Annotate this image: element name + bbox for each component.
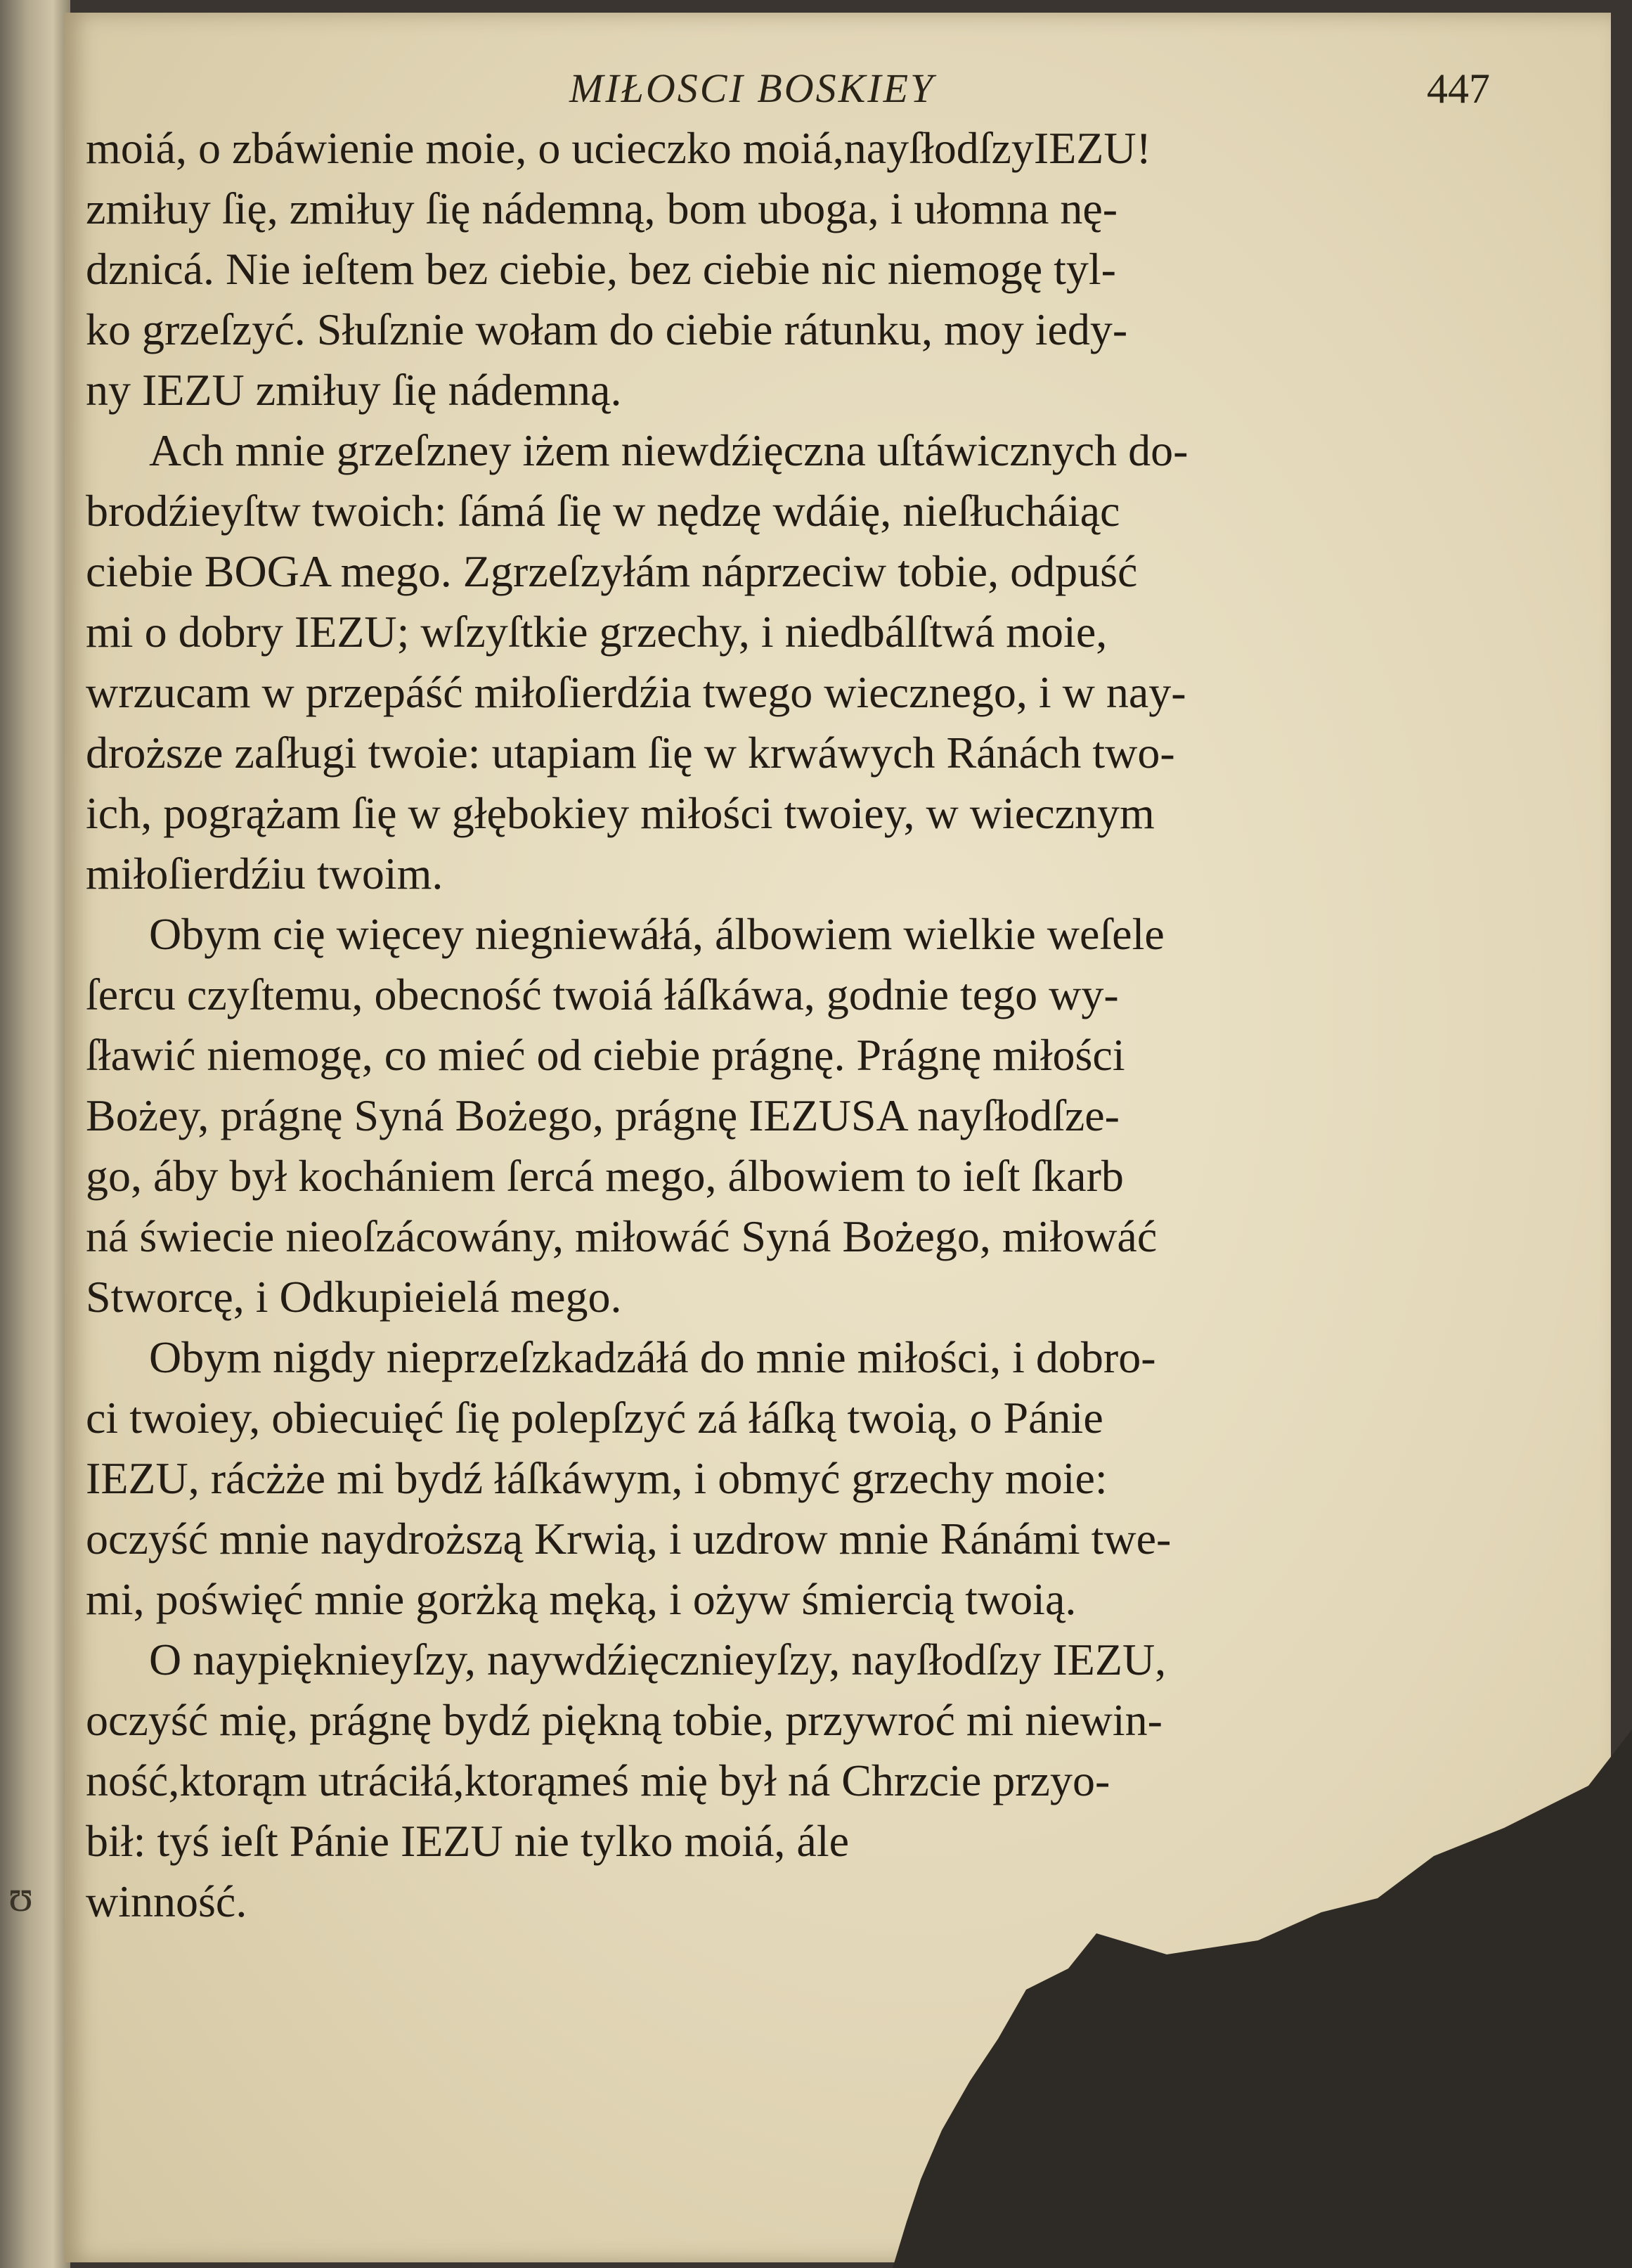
text-line: ná świecie nieoſzácowány, miłowáć Syná Bożego, miłowáć (86, 1211, 1158, 1261)
page-number: 447 (1427, 65, 1490, 112)
text-line: Obym nigdy nieprzeſzkadzáłá do mnie miłości, i dobro- (149, 1332, 1156, 1382)
text-line: wrzucam w przepáść miłoſierdźia twego wiecznego, i w nay- (86, 667, 1186, 717)
text-line: Ach mnie grzeſzney iżem niewdźięczna uſtáwicznych do- (149, 425, 1189, 475)
text-line: ko grzeſzyć. Słuſznie wołam do ciebie rátunku, moy iedy- (86, 304, 1128, 354)
text-line: zmiłuy ſię, zmiłuy ſię nádemną, bom uboga, i ułomna nę- (86, 183, 1118, 233)
text-line: winność. (86, 1876, 247, 1926)
text-line: bił: tyś ieſt Pánie IEZU nie tylko moiá, ále (86, 1816, 849, 1866)
text-line: Obym cię więcey niegniewáłá, álbowiem wielkie weſele (149, 909, 1165, 959)
text-line: O naypięknieyſzy, naywdźięcznieyſzy, nayſłodſzy IEZU, (149, 1635, 1167, 1684)
text-line: ciebie BOGA mego. Zgrzeſzyłám náprzeciw tobie, odpuść (86, 546, 1138, 596)
text-line: oczyść mię, prágnę bydź piękną tobie, przywroć mi niewin- (86, 1695, 1163, 1745)
text-line: droższe zaſługi twoie: utapiam ſię w krwáwych Ránách two- (86, 728, 1175, 778)
body-text (86, 118, 1463, 1932)
text-line: go, áby był kochániem ſercá mego, álbowiem to ieſt ſkarb (86, 1151, 1124, 1201)
text-line: mi, poświęć mnie gorżką męką, i ożyw śmiercią twoią. (86, 1574, 1077, 1624)
running-head-title: MIŁOSCI BOSKIEY (569, 65, 935, 111)
text-line: ſercu czyſtemu, obecność twoiá łáſkáwa, godnie tego wy- (86, 969, 1119, 1019)
text-line: Bożey, prágnę Syná Bożego, prágnę IEZUSA nayſłodſze- (86, 1090, 1120, 1140)
text-line: IEZU, rácżże mi bydź łáſkáwym, i obmyć grzechy moie: (86, 1453, 1108, 1503)
margin-glyph: ʊ (8, 1871, 34, 1921)
text-line: oczyść mnie naydroższą Krwią, i uzdrow mnie Ránámi twe- (86, 1514, 1172, 1564)
text-line: ich, pogrążam ſię w głębokiey miłości twoiey, w wiecznym (86, 788, 1155, 838)
text-line: moiá, o zbáwienie moie, o ucieczko moiá,nayſłodſzyIEZU! (86, 123, 1151, 173)
text-line: ſławić niemogę, co mieć od ciebie prágnę. Prágnę miłości (86, 1030, 1125, 1080)
text-line: Stworcę, i Odkupieielá mego. (86, 1272, 622, 1322)
text-line: ci twoiey, obiecuięć ſię polepſzyć zá łáſką twoią, o Pánie (86, 1393, 1103, 1443)
text-line: miłoſierdźiu twoim. (86, 849, 443, 898)
text-line: ny IEZU zmiłuy ſię nádemną. (86, 365, 622, 415)
text-line: mi o dobry IEZU; wſzyſtkie grzechy, i niedbálſtwá moie, (86, 607, 1108, 657)
text-line: ność,ktorąm utráciłá,ktorąmeś mię był ná Chrzcie przyo- (86, 1755, 1110, 1805)
text-line: brodźieyſtw twoich: ſámá ſię w nędzę wdáię, nieſłucháiąc (86, 486, 1120, 536)
text-line: dznicá. Nie ieſtem bez ciebie, bez ciebie nic niemogę tyl- (86, 244, 1116, 294)
